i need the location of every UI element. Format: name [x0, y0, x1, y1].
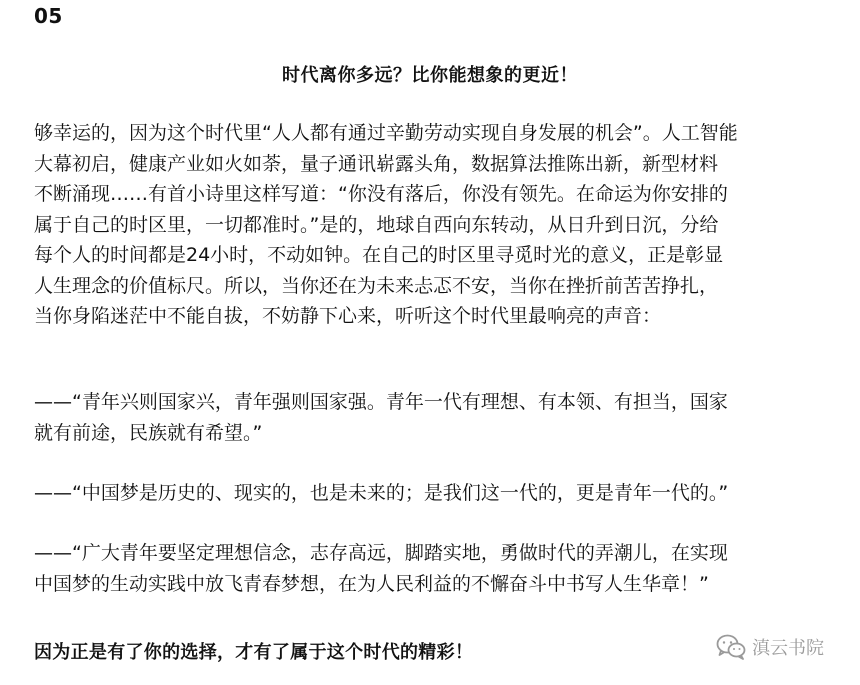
paragraph-line: 属于自己的时区里，一切都准时。”是的，地球自西向东转动，从日升到日沉，分给: [34, 213, 719, 236]
paragraph-line: 大幕初启，健康产业如火如荼，量子通讯崭露头角，数据算法推陈出新，新型材料: [34, 152, 719, 175]
paragraph-line: 当你身陷迷茫中不能自拔，不妨静下心来，听听这个时代里最响亮的声音：: [34, 305, 662, 327]
paragraph-line: 够幸运的，因为这个时代里“人人都有通过辛勤劳动实现自身发展的机会”。人工智能: [34, 122, 738, 144]
heading: 时代离你多远？比你能想象的更近！: [282, 65, 578, 86]
watermark: [716, 634, 824, 660]
paragraph-line: 不断涌现……有首小诗里这样写道：“你没有落后，你没有领先。在命运为你安排的: [34, 183, 728, 205]
paragraph-line: 每个人的时间都是24小时，不动如钟。在自己的时区里寻觅时光的意义，正是彰显: [34, 244, 724, 266]
quote-1: [34, 387, 834, 448]
paragraph-main: [34, 118, 834, 332]
quote-line: 就有前途，民族就有希望。”: [34, 421, 263, 444]
quote-3: [34, 538, 834, 599]
quote-2: [34, 478, 834, 509]
section-number: 05: [34, 4, 63, 28]
quote-line: ——“广大青年要坚定理想信念，志存高远，脚踏实地，勇做时代的弄潮儿，在实现: [34, 542, 728, 564]
quote-line: ——“青年兴则国家兴，青年强则国家强。青年一代有理想、有本领、有担当，国家: [34, 391, 728, 413]
watermark-text: 滇云书院: [752, 638, 824, 659]
quote-line: ——“中国梦是历史的、现实的，也是未来的；是我们这一代的，更是青年一代的。”: [34, 482, 729, 504]
quote-line: 中国梦的生动实践中放飞青春梦想，在为人民利益的不懈奋斗中书写人生华章！”: [34, 572, 709, 595]
wechat-icon: [716, 634, 746, 660]
paragraph-line: 人生理念的价值标尺。所以，当你还在为未来忐忑不安，当你在挫折前苦苦挣扎，: [34, 274, 719, 297]
closing-statement: 因为正是有了你的选择，才有了属于这个时代的精彩！: [34, 642, 474, 663]
